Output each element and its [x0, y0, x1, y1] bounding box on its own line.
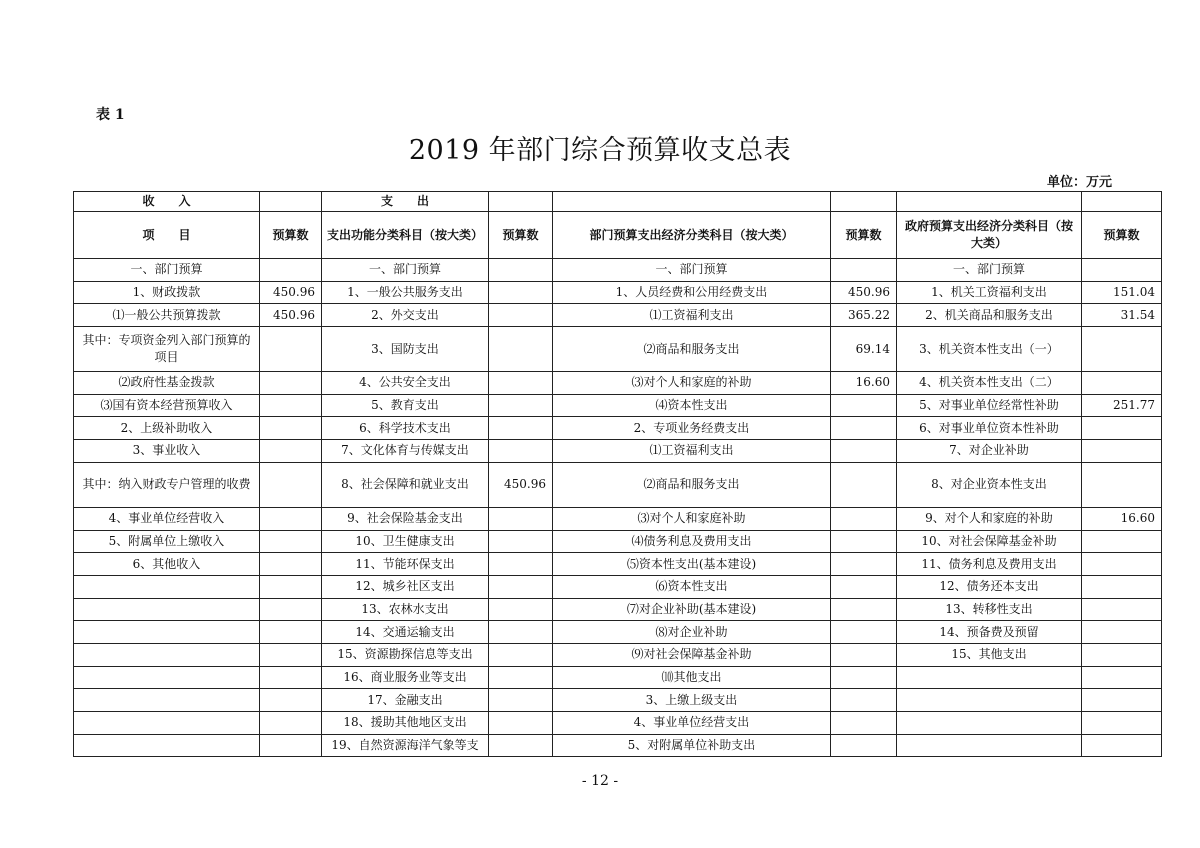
item-cell	[74, 621, 260, 644]
item-cell: 3、事业收入	[74, 440, 260, 463]
budget-amount-cell	[831, 462, 897, 507]
budget-amount-cell	[489, 530, 553, 553]
budget-amount-cell	[260, 575, 322, 598]
item-cell	[897, 666, 1082, 689]
item-cell: ⑵商品和服务支出	[553, 327, 831, 372]
budget-amount-cell	[1082, 621, 1162, 644]
budget-amount-cell	[260, 689, 322, 712]
item-cell: ⑴工资福利支出	[553, 304, 831, 327]
item-cell: 7、文化体育与传媒支出	[322, 440, 489, 463]
budget-amount-cell	[489, 372, 553, 395]
table-row	[74, 621, 1162, 644]
budget-amount-cell	[831, 734, 897, 757]
item-cell: 3、国防支出	[322, 327, 489, 372]
item-cell: ⑽其他支出	[553, 666, 831, 689]
budget-amount-cell	[260, 643, 322, 666]
page-title: 2019 年部门综合预算收支总表	[408, 135, 792, 166]
unit-label: 单位：万元	[1046, 175, 1112, 190]
budget-amount-cell	[489, 394, 553, 417]
item-cell: ⑶对个人和家庭补助	[553, 507, 831, 530]
budget-amount-cell	[260, 734, 322, 757]
budget-amount-cell	[831, 621, 897, 644]
budget-amount-cell	[489, 327, 553, 372]
column-header: 政府预算支出经济分类科目（按大类）	[897, 212, 1082, 259]
budget-amount-cell	[831, 417, 897, 440]
item-cell: 9、社会保险基金支出	[322, 507, 489, 530]
item-cell: 6、科学技术支出	[322, 417, 489, 440]
item-cell: 2、外交支出	[322, 304, 489, 327]
item-cell: ⑺对企业补助(基本建设)	[553, 598, 831, 621]
item-cell: 13、农林水支出	[322, 598, 489, 621]
budget-amount-cell	[260, 621, 322, 644]
empty-cell	[553, 192, 831, 212]
budget-amount-cell	[489, 689, 553, 712]
column-header-row	[74, 212, 1162, 259]
budget-amount-cell	[489, 598, 553, 621]
item-cell: ⑼对社会保障基金补助	[553, 643, 831, 666]
item-cell: 1、人员经费和公用经费支出	[553, 281, 831, 304]
budget-amount-cell	[1082, 440, 1162, 463]
income-group-header: 收 入	[74, 192, 260, 212]
budget-amount-cell	[489, 734, 553, 757]
item-cell: 1、财政拨款	[74, 281, 260, 304]
budget-amount-cell	[260, 666, 322, 689]
item-cell: 2、上级补助收入	[74, 417, 260, 440]
table-label: 表 1	[96, 107, 125, 123]
item-cell	[74, 643, 260, 666]
item-cell: 15、其他支出	[897, 643, 1082, 666]
item-cell: ⑶国有资本经营预算收入	[74, 394, 260, 417]
empty-cell	[897, 192, 1082, 212]
item-cell: 8、对企业资本性支出	[897, 462, 1082, 507]
budget-amount-cell	[260, 259, 322, 282]
item-cell: 4、机关资本性支出（二）	[897, 372, 1082, 395]
budget-amount-cell	[260, 507, 322, 530]
empty-cell	[831, 192, 897, 212]
item-cell: ⑴工资福利支出	[553, 440, 831, 463]
budget-amount-cell	[831, 259, 897, 282]
budget-amount-cell: 450.96	[260, 281, 322, 304]
column-header: 预算数	[260, 212, 322, 259]
budget-amount-cell: 251.77	[1082, 394, 1162, 417]
item-cell	[74, 734, 260, 757]
empty-cell	[1082, 192, 1162, 212]
table-row	[74, 372, 1162, 395]
item-cell	[897, 689, 1082, 712]
item-cell: 其中：纳入财政专户管理的收费	[74, 462, 260, 507]
table-row	[74, 734, 1162, 757]
item-cell: 5、教育支出	[322, 394, 489, 417]
budget-amount-cell	[831, 712, 897, 735]
item-cell: ⑸资本性支出(基本建设)	[553, 553, 831, 576]
item-cell: 一、部门预算	[322, 259, 489, 282]
budget-amount-cell: 151.04	[1082, 281, 1162, 304]
budget-amount-cell	[1082, 712, 1162, 735]
budget-amount-cell: 450.96	[831, 281, 897, 304]
item-cell: 3、上缴上级支出	[553, 689, 831, 712]
budget-amount-cell	[831, 394, 897, 417]
table-row	[74, 507, 1162, 530]
column-header: 预算数	[1082, 212, 1162, 259]
table-row	[74, 666, 1162, 689]
item-cell	[74, 666, 260, 689]
item-cell	[74, 689, 260, 712]
item-cell	[74, 712, 260, 735]
budget-amount-cell	[1082, 372, 1162, 395]
budget-amount-cell	[1082, 327, 1162, 372]
expense-group-header: 支 出	[322, 192, 489, 212]
budget-amount-cell	[1082, 417, 1162, 440]
budget-amount-cell	[260, 372, 322, 395]
budget-amount-cell	[1082, 643, 1162, 666]
budget-amount-cell	[831, 575, 897, 598]
table-row	[74, 304, 1162, 327]
group-header-row	[74, 192, 1162, 212]
item-cell: 其中：专项资金列入部门预算的项目	[74, 327, 260, 372]
item-cell	[897, 712, 1082, 735]
budget-amount-cell	[831, 440, 897, 463]
table-row	[74, 553, 1162, 576]
budget-amount-cell	[489, 281, 553, 304]
table-row	[74, 689, 1162, 712]
item-cell: 13、转移性支出	[897, 598, 1082, 621]
item-cell: 1、机关工资福利支出	[897, 281, 1082, 304]
budget-amount-cell: 69.14	[831, 327, 897, 372]
budget-amount-cell	[260, 530, 322, 553]
budget-amount-cell: 16.60	[831, 372, 897, 395]
item-cell: 10、卫生健康支出	[322, 530, 489, 553]
budget-amount-cell	[260, 417, 322, 440]
budget-amount-cell	[260, 440, 322, 463]
item-cell: 6、对事业单位资本性补助	[897, 417, 1082, 440]
budget-amount-cell	[260, 394, 322, 417]
table-row	[74, 598, 1162, 621]
budget-amount-cell	[489, 259, 553, 282]
item-cell: 1、一般公共服务支出	[322, 281, 489, 304]
table-row	[74, 712, 1162, 735]
budget-amount-cell	[831, 689, 897, 712]
item-cell: 5、对事业单位经常性补助	[897, 394, 1082, 417]
item-cell: ⑶对个人和家庭的补助	[553, 372, 831, 395]
budget-amount-cell	[489, 621, 553, 644]
budget-amount-cell	[260, 462, 322, 507]
item-cell: 17、金融支出	[322, 689, 489, 712]
item-cell: 12、城乡社区支出	[322, 575, 489, 598]
table-row	[74, 417, 1162, 440]
column-header: 部门预算支出经济分类科目（按大类）	[553, 212, 831, 259]
budget-table	[73, 191, 1162, 757]
budget-amount-cell	[260, 712, 322, 735]
item-cell: ⑻对企业补助	[553, 621, 831, 644]
column-header: 预算数	[831, 212, 897, 259]
item-cell: 5、附属单位上缴收入	[74, 530, 260, 553]
table-row	[74, 327, 1162, 372]
budget-amount-cell	[1082, 462, 1162, 507]
item-cell: 19、自然资源海洋气象等支	[322, 734, 489, 757]
budget-amount-cell	[260, 598, 322, 621]
item-cell: 3、机关资本性支出（一）	[897, 327, 1082, 372]
budget-amount-cell	[831, 530, 897, 553]
item-cell: 14、交通运输支出	[322, 621, 489, 644]
budget-amount-cell	[1082, 598, 1162, 621]
item-cell: 5、对附属单位补助支出	[553, 734, 831, 757]
table-row	[74, 530, 1162, 553]
budget-amount-cell	[1082, 734, 1162, 757]
empty-cell	[489, 192, 553, 212]
item-cell: ⑴一般公共预算拨款	[74, 304, 260, 327]
budget-amount-cell	[489, 643, 553, 666]
budget-amount-cell	[1082, 553, 1162, 576]
item-cell: 8、社会保障和就业支出	[322, 462, 489, 507]
item-cell	[74, 575, 260, 598]
item-cell: 4、公共安全支出	[322, 372, 489, 395]
item-cell: 15、资源勘探信息等支出	[322, 643, 489, 666]
budget-amount-cell	[831, 643, 897, 666]
item-cell: 9、对个人和家庭的补助	[897, 507, 1082, 530]
budget-amount-cell	[260, 327, 322, 372]
budget-amount-cell: 450.96	[489, 462, 553, 507]
budget-amount-cell: 31.54	[1082, 304, 1162, 327]
budget-amount-cell	[489, 666, 553, 689]
item-cell: 14、预备费及预留	[897, 621, 1082, 644]
budget-amount-cell	[1082, 689, 1162, 712]
budget-amount-cell	[489, 440, 553, 463]
budget-amount-cell	[1082, 575, 1162, 598]
item-cell: 16、商业服务业等支出	[322, 666, 489, 689]
budget-amount-cell	[831, 598, 897, 621]
budget-amount-cell	[1082, 530, 1162, 553]
budget-amount-cell	[489, 304, 553, 327]
budget-amount-cell	[489, 507, 553, 530]
budget-amount-cell	[489, 575, 553, 598]
budget-amount-cell	[489, 417, 553, 440]
item-cell: 4、事业单位经营收入	[74, 507, 260, 530]
table-row	[74, 462, 1162, 507]
empty-cell	[260, 192, 322, 212]
item-cell	[74, 598, 260, 621]
item-cell: ⑵商品和服务支出	[553, 462, 831, 507]
table-row	[74, 643, 1162, 666]
item-cell: 4、事业单位经营支出	[553, 712, 831, 735]
item-cell: 一、部门预算	[897, 259, 1082, 282]
item-cell: ⑹资本性支出	[553, 575, 831, 598]
item-cell: 7、对企业补助	[897, 440, 1082, 463]
budget-amount-cell: 16.60	[1082, 507, 1162, 530]
budget-amount-cell	[831, 553, 897, 576]
item-cell: 18、援助其他地区支出	[322, 712, 489, 735]
item-cell: 一、部门预算	[74, 259, 260, 282]
table-row	[74, 440, 1162, 463]
budget-amount-cell	[831, 666, 897, 689]
item-cell: 2、专项业务经费支出	[553, 417, 831, 440]
item-cell: 11、债务利息及费用支出	[897, 553, 1082, 576]
budget-amount-cell	[1082, 666, 1162, 689]
budget-amount-cell	[260, 553, 322, 576]
item-cell: 10、对社会保障基金补助	[897, 530, 1082, 553]
item-cell	[897, 734, 1082, 757]
budget-amount-cell: 365.22	[831, 304, 897, 327]
table-row	[74, 259, 1162, 282]
budget-amount-cell: 450.96	[260, 304, 322, 327]
item-cell: 2、机关商品和服务支出	[897, 304, 1082, 327]
column-header: 预算数	[489, 212, 553, 259]
column-header: 支出功能分类科目（按大类）	[322, 212, 489, 259]
budget-amount-cell	[831, 507, 897, 530]
item-cell: ⑷资本性支出	[553, 394, 831, 417]
item-cell: 12、债务还本支出	[897, 575, 1082, 598]
item-cell: ⑵政府性基金拨款	[74, 372, 260, 395]
column-header: 项 目	[74, 212, 260, 259]
item-cell: 一、部门预算	[553, 259, 831, 282]
table-row	[74, 281, 1162, 304]
item-cell: 6、其他收入	[74, 553, 260, 576]
item-cell: ⑷债务利息及费用支出	[553, 530, 831, 553]
item-cell: 11、节能环保支出	[322, 553, 489, 576]
budget-amount-cell	[1082, 259, 1162, 282]
table-row	[74, 394, 1162, 417]
table-row	[74, 575, 1162, 598]
budget-amount-cell	[489, 712, 553, 735]
budget-amount-cell	[489, 553, 553, 576]
page-number: - 12 -	[581, 773, 619, 789]
